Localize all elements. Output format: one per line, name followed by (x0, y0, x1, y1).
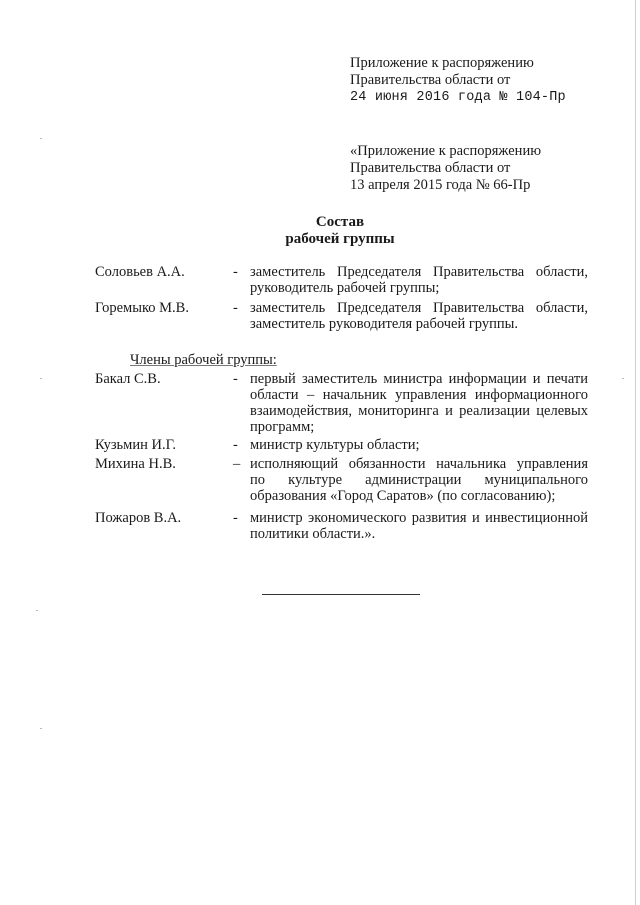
role-line: министр культуры области; (250, 437, 420, 453)
role-line: области – начальник управления информационного (250, 387, 588, 403)
role-line: заместитель Председателя Правительства области, (250, 300, 588, 316)
member-role (250, 510, 588, 542)
role-line: исполняющий обязанности начальника управления (250, 456, 588, 472)
role-line: по культуре администрации муниципального (250, 472, 588, 488)
dash-separator: – (233, 456, 241, 472)
role-line: взаимодействия, мониторинга и реализации целевых (250, 403, 588, 419)
role-line: руководитель рабочей группы; (250, 280, 440, 296)
header-line-date-number: 24 июня 2016 года № 104-Пр (350, 90, 566, 105)
member-role (250, 300, 588, 332)
scan-speck (40, 378, 42, 379)
member-role (250, 437, 588, 453)
member-role (250, 264, 588, 296)
role-line: программ; (250, 419, 315, 435)
role-line: политики области.». (250, 526, 376, 542)
role-line: первый заместитель министра информации и печати (250, 371, 588, 387)
document-title: Состав (315, 214, 365, 230)
header-line-date-number: 13 апреля 2015 года № 66-Пр (350, 177, 531, 193)
role-line: образования «Город Саратов» (по согласованию); (250, 488, 556, 504)
role-line: заместитель руководителя рабочей группы. (250, 316, 518, 332)
dash-separator: - (233, 300, 238, 316)
scan-edge-line (635, 0, 636, 905)
closing-rule (262, 594, 420, 595)
role-line: министр экономического развития и инвестиционной (250, 510, 588, 526)
scan-speck (622, 378, 624, 379)
header-line: Приложение к распоряжению (350, 55, 534, 71)
dash-separator: - (233, 264, 238, 280)
header-line: Правительства области от (350, 72, 511, 88)
dash-separator: - (233, 371, 238, 387)
appendix-header-current (350, 55, 566, 106)
member-name: Соловьев А.А. (95, 264, 185, 280)
document-subtitle: рабочей группы (285, 231, 395, 247)
member-name: Кузьмин И.Г. (95, 437, 176, 453)
member-role (250, 456, 588, 504)
header-line: «Приложение к распоряжению (350, 143, 542, 159)
member-name: Михина Н.В. (95, 456, 176, 472)
scan-speck (40, 138, 42, 139)
dash-separator: - (233, 437, 238, 453)
members-section-label: Члены рабочей группы: (130, 352, 277, 368)
member-role (250, 371, 588, 435)
role-line: заместитель Председателя Правительства области, (250, 264, 588, 280)
member-name: Бакал С.В. (95, 371, 161, 387)
dash-separator: - (233, 510, 238, 526)
scan-speck (36, 610, 38, 611)
header-line: Правительства области от (350, 160, 511, 176)
member-name: Пожаров В.А. (95, 510, 182, 526)
scan-speck (40, 728, 42, 729)
member-name: Горемыко М.В. (95, 300, 189, 316)
appendix-header-original (350, 143, 541, 194)
